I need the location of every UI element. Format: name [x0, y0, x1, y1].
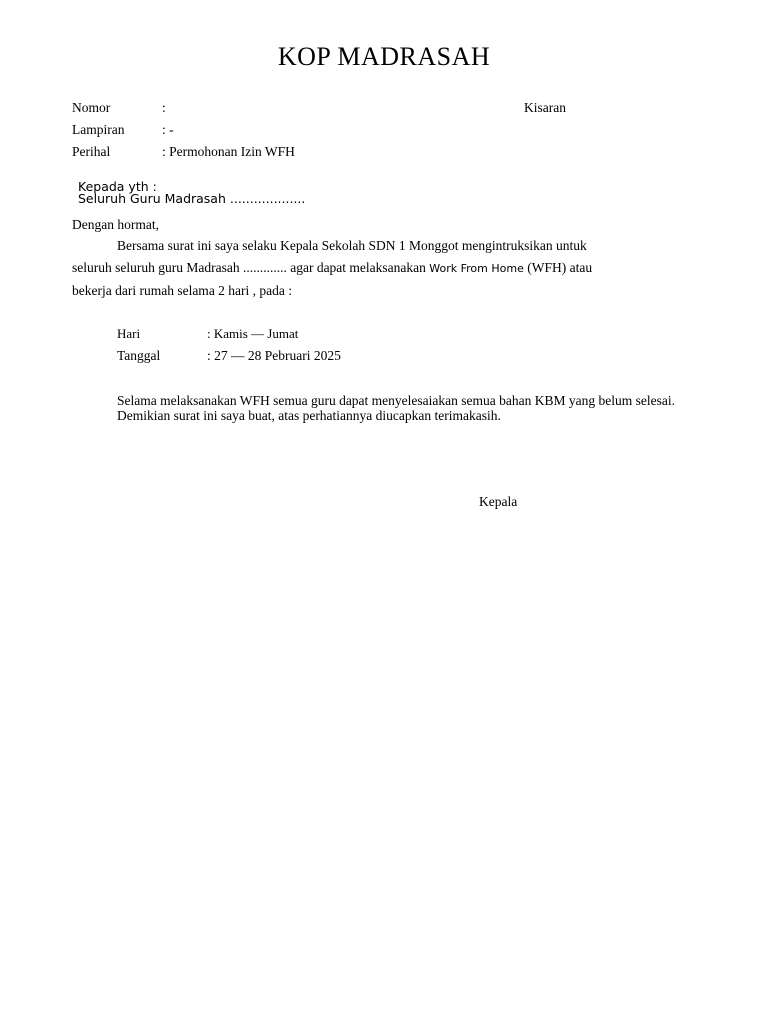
body-line2	[72, 260, 592, 276]
work-from-home-text: Work From Home	[429, 262, 524, 275]
recipient-line1: Kepada yth :	[78, 179, 157, 194]
nomor-label: Nomor	[72, 100, 111, 115]
tanggal-value: : 27 — 28 Pebruari 2025	[207, 348, 341, 363]
body-line2-part3: (WFH) atau	[523, 260, 593, 275]
recipient-line2: Seluruh Guru Madrasah ...................	[78, 191, 306, 206]
letter-title: KOP MADRASAH	[277, 42, 491, 71]
body-line3: bekerja dari rumah selama 2 hari , pada :	[72, 283, 293, 298]
nomor-value: :	[162, 100, 166, 115]
perihal-label: Perihal	[72, 144, 111, 159]
body-line1: Bersama surat ini saya selaku Kepala Sekolah SDN 1 Monggot mengintruksikan untuk	[117, 238, 587, 253]
lampiran-value: : -	[162, 122, 174, 137]
body-line2-part1: seluruh seluruh guru Madrasah ............. agar dapat melaksanakan	[72, 260, 430, 275]
hari-label: Hari	[117, 326, 141, 341]
greeting: Dengan hormat,	[72, 217, 159, 232]
closing-paragraph: Selama melaksanakan WFH semua guru dapat menyelesaiakan semua bahan KBM yang belum selesai. Demikian surat ini saya buat, atas perhatiannya diucapkan terimakasih.	[117, 393, 675, 423]
signature-title: Kepala	[479, 494, 518, 509]
lampiran-label: Lampiran	[72, 122, 125, 137]
perihal-value: : Permohonan Izin WFH	[162, 144, 295, 159]
place-label: Kisaran	[524, 100, 566, 115]
tanggal-label: Tanggal	[117, 348, 161, 363]
hari-value: : Kamis — Jumat	[207, 326, 299, 341]
